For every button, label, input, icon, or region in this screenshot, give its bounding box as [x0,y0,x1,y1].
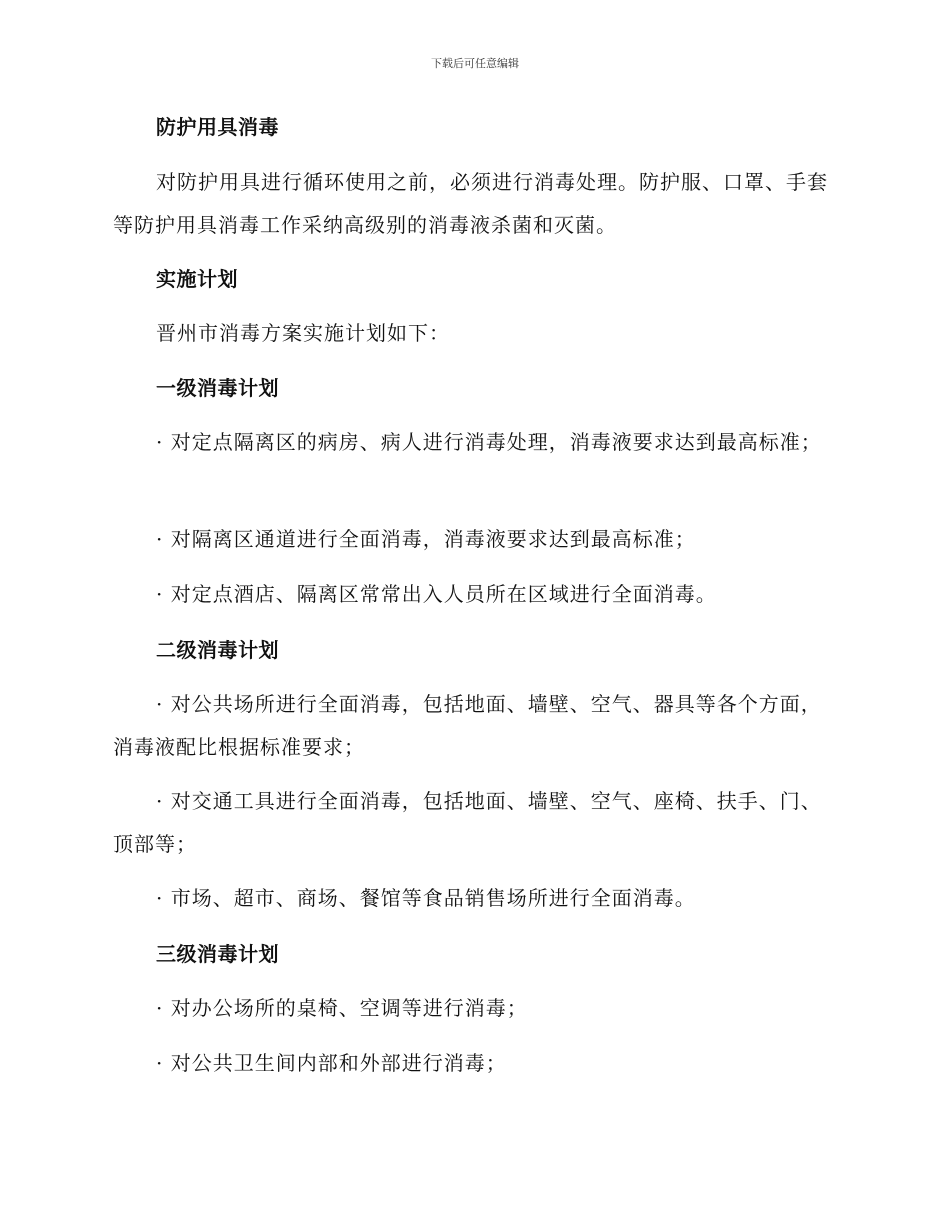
list-item-level-three-1: · 对办公场所的桌椅、空调等进行消毒； [156,996,528,1020]
list-item-level-one-1: · 对定点隔离区的病房、病人进行消毒处理，消毒液要求达到最高标准； [156,430,822,454]
list-item-level-two-1: · 对公共场所进行全面消毒，包括地面、墙壁、空气、器具等各个方面，消毒液配比根据标准要求； [113,692,822,759]
section-heading-level-two: 二级消毒计划 [156,638,279,662]
paragraph-protective-gear: 对防护用具进行循环使用之前，必须进行消毒处理。防护服、口罩、手套等防护用具消毒工作采纳高级别的消毒液杀菌和灭菌。 [113,170,828,237]
section-heading-implementation: 实施计划 [156,267,238,291]
list-item-level-one-3: · 对定点酒店、隔离区常常出入人员所在区域进行全面消毒。 [156,582,717,606]
section-heading-level-one: 一级消毒计划 [156,376,279,400]
section-heading-protective-gear: 防护用具消毒 [156,115,279,139]
list-item-level-two-2: · 对交通工具进行全面消毒，包括地面、墙壁、空气、座椅、扶手、门、顶部等； [113,789,822,856]
list-item-level-two-3: · 市场、超市、商场、餐馆等食品销售场所进行全面消毒。 [156,886,696,910]
header-note: 下载后可任意编辑 [431,57,519,70]
paragraph-implementation-intro: 晋州市消毒方案实施计划如下： [156,321,450,345]
list-item-level-three-2: · 对公共卫生间内部和外部进行消毒； [156,1051,507,1075]
section-heading-level-three: 三级消毒计划 [156,942,279,966]
list-item-level-one-2: · 对隔离区通道进行全面消毒，消毒液要求达到最高标准； [156,527,696,551]
